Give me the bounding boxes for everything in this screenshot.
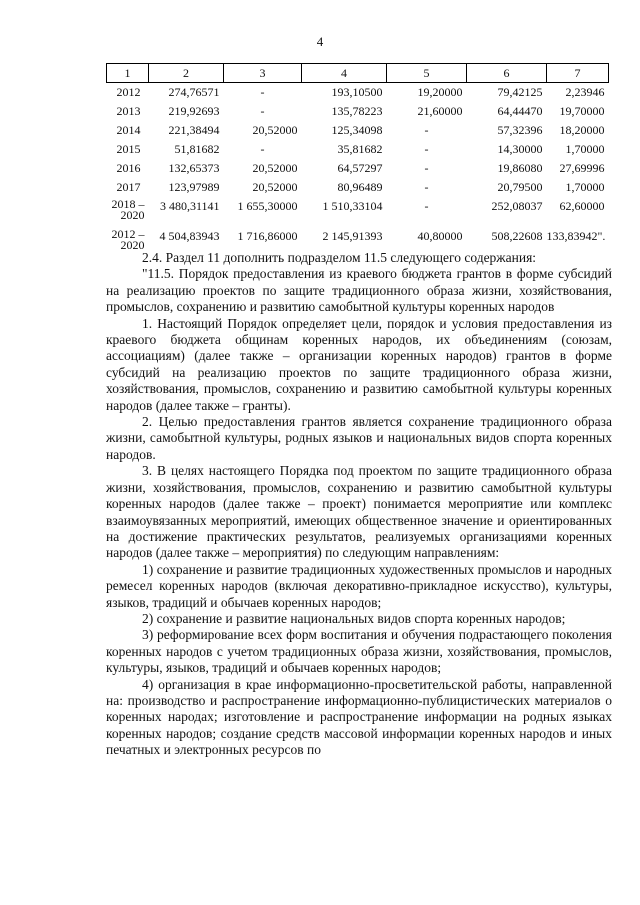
table-row [107,121,609,140]
table-row [107,83,609,103]
table-cell: 20,79500 [497,180,543,194]
table-row [107,159,609,178]
year-cell: 2017 [116,180,141,194]
table-cell: 79,42125 [497,85,543,99]
year-cell: 2013 [116,104,141,118]
list-item: 1) сохранение и развитие традиционных художественных промыслов и народных ремесел коренных народов (включая декоративно-прикладное искусство), культуры, языков, традиций и обычаев коренных народов; [106,561,612,610]
table-cell: - [424,199,429,213]
table-cell: 20,52000 [252,123,298,137]
section-heading: "11.5. Порядок предоставления из краевого бюджета грантов в форме субсидий на реализацию проектов по защите традиционного образа жизни, хозяйствования, промыслов, сохранению и развитию самобытной культуры коренных народов [106,266,612,315]
table-cell: 20,52000 [252,180,298,194]
table-cell: 40,80000 [417,229,463,243]
list-item: 3) реформирование всех форм воспитания и обучения подрастающего поколения коренных народов с учетом традиционных образа жизни, хозяйствования, промыслов, культуры, языков, традиций и обычаев коренных народов; [106,627,612,676]
table-cell: 21,60000 [417,104,463,118]
document-body [106,250,612,759]
table-cell: 20,52000 [252,161,298,175]
table-cell: 19,86080 [497,161,543,175]
table-cell: 64,57297 [337,161,383,175]
table-cell: 1,70000 [565,142,605,156]
table-cell: 35,81682 [337,142,383,156]
year-range-start: 2018 – [111,197,145,211]
table-cell: 1 716,86000 [237,229,298,243]
table-cell: - [260,104,265,118]
table-row [107,140,609,159]
table-row [107,178,609,197]
page-number: 4 [316,34,324,49]
list-item: 4) организация в крае информационно-просветительской работы, направленной на: производство и распространение информационно-публицистических материалов о коренных народах; изготовление и распространение информации на родных языках коренных народов; создание средств массовой информации коренных народов и иных печатных и электронных ресурсов по [106,676,612,758]
table-cell: 18,20000 [559,123,605,137]
year-cell: 2012 [116,85,141,99]
table-cell: 19,20000 [417,85,463,99]
table-cell: 133,83942". [546,229,606,243]
table-cell: 221,38494 [168,123,220,137]
table-cell: 14,30000 [497,142,543,156]
table-cell: 62,60000 [559,199,605,213]
table-cell: 1 655,30000 [237,199,298,213]
table-cell: - [424,161,429,175]
paragraph: 1. Настоящий Порядок определяет цели, порядок и условия предоставления из краевого бюджета общинам коренных народов, их объединениям (союзам, ассоциациям) (далее также – организации коренных народов) грантов в форме субсидий на реализацию проектов по защите традиционного образа жизни, хозяйствования, промыслов, сохранению и развитию самобытной культуры коренных народов (далее также – гранты). [106,315,612,413]
table-header-cell: 7 [547,64,609,83]
table-cell: 219,92693 [168,104,220,118]
paragraph: 2. Целью предоставления грантов является сохранение традиционного образа жизни, самобытной культуры, родных языков и национальных видов спорта коренных народов. [106,414,612,462]
table-cell: 4 504,83943 [159,229,220,243]
table-cell: 19,70000 [559,104,605,118]
table-cell: 123,97989 [168,180,220,194]
list-item: 2) сохранение и развитие национальных видов спорта коренных народов; [142,610,566,626]
table-row [107,197,609,227]
table-cell: 508,22608 [491,229,543,243]
table-cell: 125,34098 [331,123,383,137]
table-cell: 274,76571 [168,85,220,99]
data-table [106,63,609,257]
table-header-row [107,64,609,83]
table-cell: 3 480,31141 [159,199,220,213]
table-cell: 80,96489 [337,180,383,194]
paragraph-amendment: 2.4. Раздел 11 дополнить подразделом 11.5 следующего содержания: [142,250,537,265]
year-range-end: 2020 [120,208,145,222]
year-cell: 2016 [116,161,141,175]
table-header-cell: 6 [467,64,547,83]
table-cell: - [260,142,265,156]
table-cell: 51,81682 [174,142,220,156]
table-cell: 132,65373 [168,161,220,175]
table-cell: 2,23946 [565,85,605,99]
table-cell: - [260,85,265,99]
table-cell: 252,08037 [491,199,543,213]
table-cell: 135,78223 [331,104,383,118]
year-cell: 2014 [116,123,141,137]
table-header-cell: 3 [224,64,302,83]
table-cell: - [424,142,429,156]
year-range-start: 2012 – [111,227,145,241]
table-cell: 1 510,33104 [322,199,383,213]
table-cell: 2 145,91393 [322,229,383,243]
table-cell: 27,69996 [559,161,605,175]
table-cell: - [424,180,429,194]
table-cell: 57,32396 [497,123,543,137]
table-cell: - [424,123,429,137]
table-row [107,102,609,121]
year-range-end: 2020 [120,238,145,252]
table-cell: 193,10500 [331,85,383,99]
table-header-cell: 4 [302,64,387,83]
table-cell: 64,44470 [497,104,543,118]
paragraph: 3. В целях настоящего Порядка под проектом по защите традиционного образа жизни, хозяйствования, промыслов, сохранению и развитию самобытной культуры коренных народов (далее также – проект) понимается мероприятие или комплекс взаимоувязанных мероприятий, имеющих общественное значение и ориентированных на достижение практических результатов, реализуемых организациями коренных народов (далее также – мероприятия) по следующим направлениям: [106,463,612,561]
table-header-cell: 5 [387,64,467,83]
table-header-cell: 2 [149,64,224,83]
table-header-cell: 1 [107,64,149,83]
year-range-cell [107,197,149,227]
year-cell: 2015 [116,142,141,156]
table-cell: 1,70000 [565,180,605,194]
